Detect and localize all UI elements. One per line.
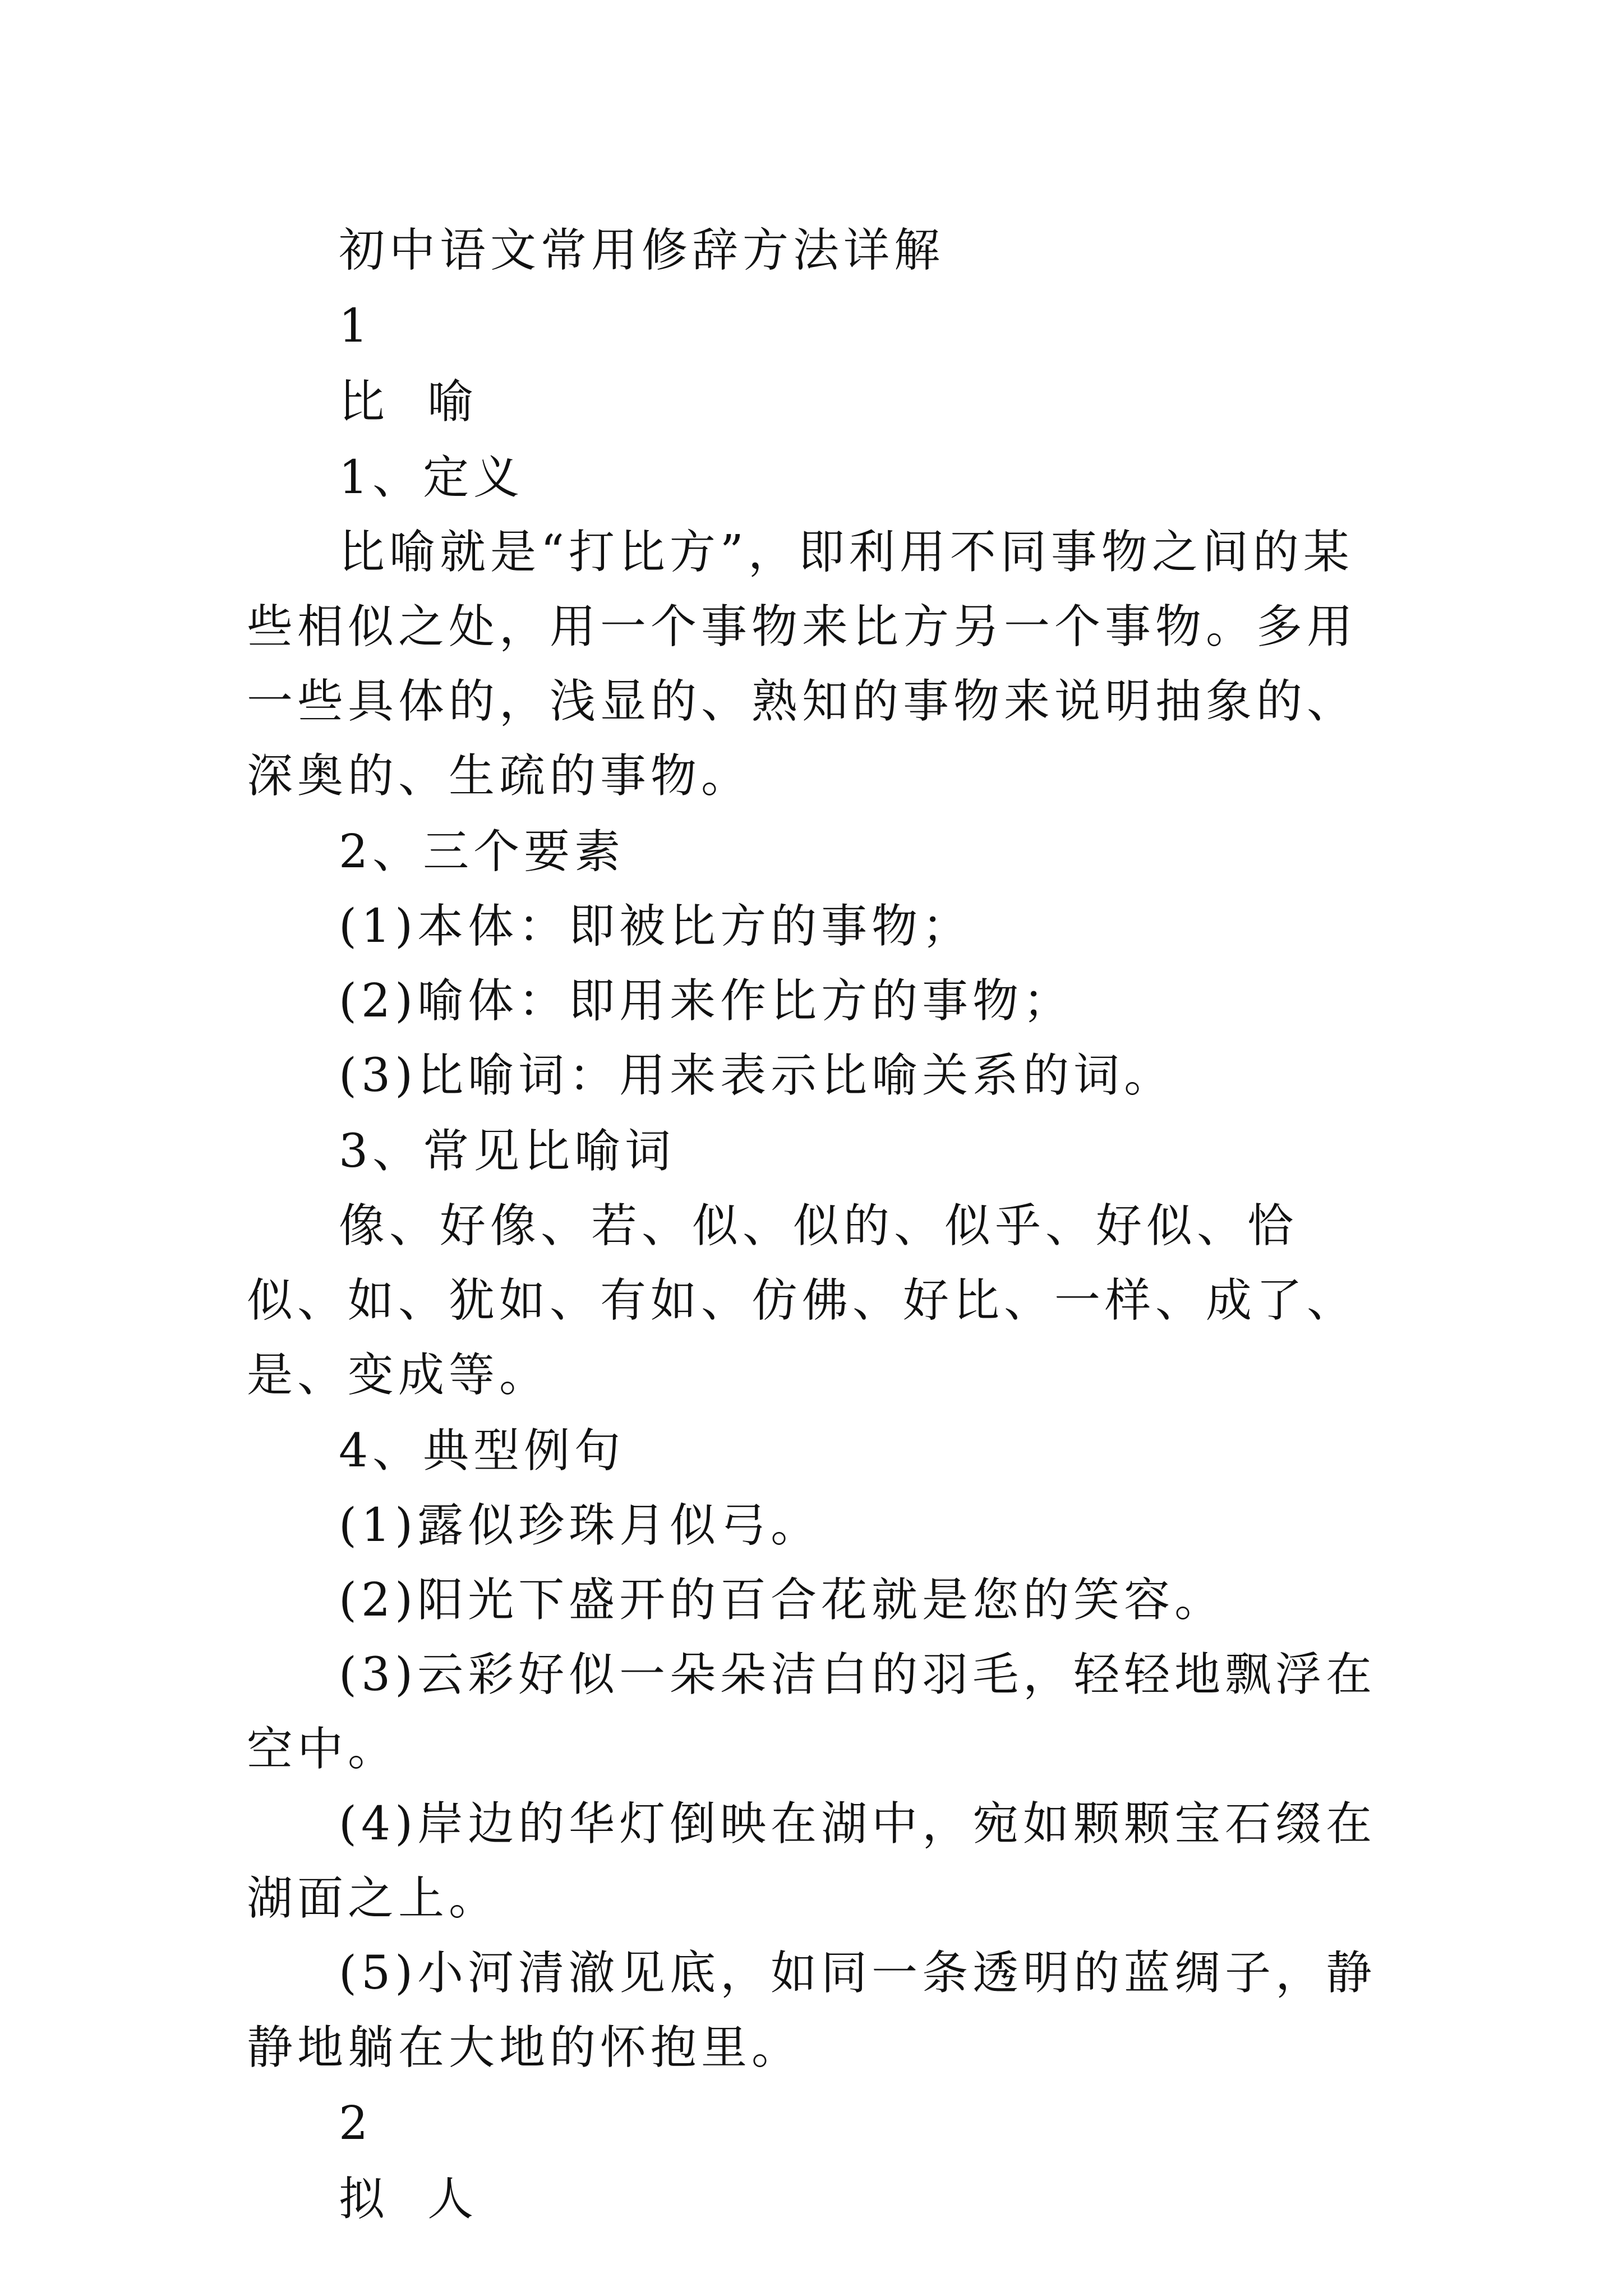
element-item: (1)本体：即被比方的事物； <box>339 900 973 953</box>
subheading-elements: 2、三个要素 <box>339 825 625 878</box>
section-heading: 拟 人 <box>339 2173 478 2226</box>
section-number: 1 <box>339 300 373 353</box>
example-item: (5)小河清澈见底，如同一条透明的蓝绸子，静静地躺在大地的怀抱里。 <box>247 1947 1377 2074</box>
example-item: (3)云彩好似一朵朵洁白的羽毛，轻轻地飘浮在空中。 <box>247 1648 1377 1776</box>
example-item: (2)阳光下盛开的百合花就是您的笑容。 <box>339 1573 1225 1627</box>
example-item: (4)岸边的华灯倒映在湖中，宛如颗颗宝石缀在湖面之上。 <box>247 1797 1377 1925</box>
definition-paragraph: 比喻就是“打比方”，即利用不同事物之间的某些相似之处，用一个事物来比方另一个事物。多用一些具体的，浅显的、熟知的事物来说明抽象的、深奥的、生疏的事物。 <box>247 526 1358 803</box>
element-item: (2)喻体：即用来作比方的事物； <box>339 974 1074 1028</box>
subheading-examples: 4、典型例句 <box>339 1424 625 1478</box>
element-item: (3)比喻词：用来表示比喻关系的词。 <box>339 1049 1175 1102</box>
words-paragraph: 像、好像、若、似、似的、似乎、好似、恰似、如、犹如、有如、仿佛、好比、一样、成了、是、变成等。 <box>247 1199 1358 1402</box>
subheading-words: 3、常见比喻词 <box>339 1125 676 1178</box>
subheading-definition: 1、定义 <box>339 451 524 504</box>
section-heading: 比 喻 <box>339 375 478 429</box>
section-number: 2 <box>339 2097 373 2150</box>
document-title: 初中语文常用修辞方法详解 <box>339 224 945 277</box>
example-item: (1)露似珍珠月似弓。 <box>339 1499 822 1552</box>
document-body <box>247 213 1391 2237</box>
